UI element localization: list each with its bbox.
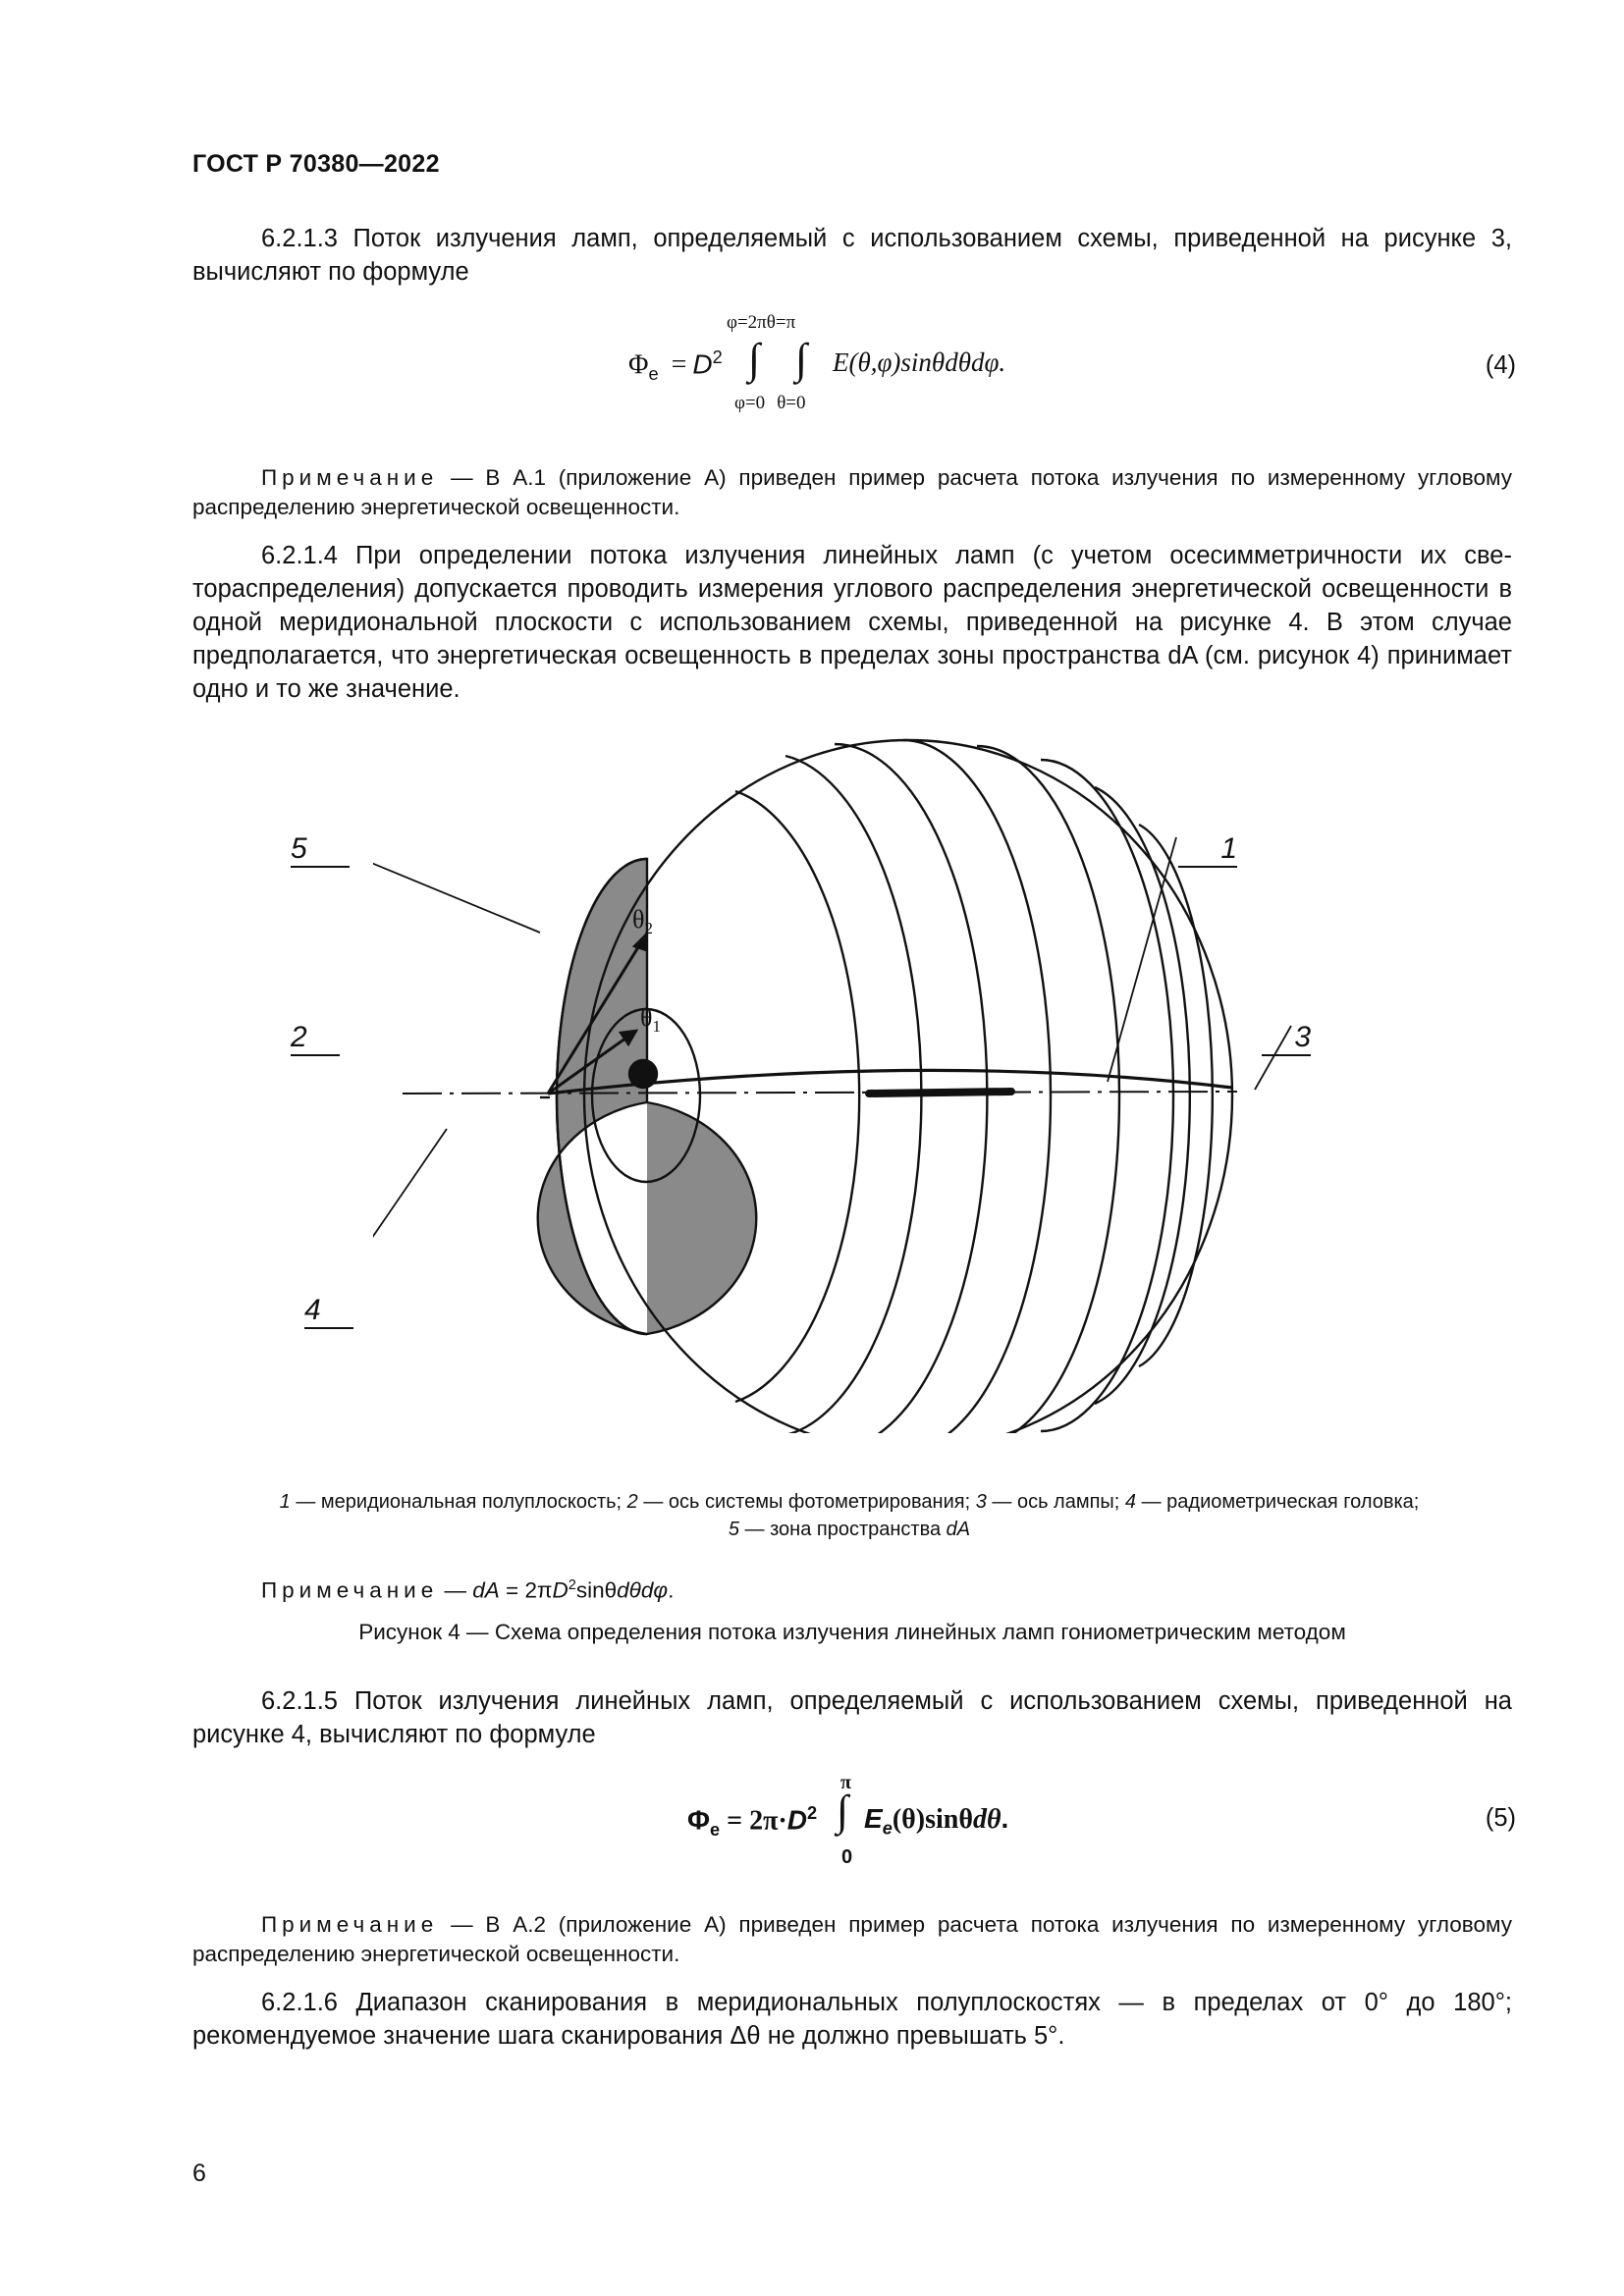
flux-subscript: e [709, 1819, 721, 1840]
legend-num-3: 3 [975, 1491, 987, 1513]
equation-4 [628, 312, 1080, 420]
note-end: . [668, 1577, 675, 1603]
theta2-label [632, 905, 653, 938]
integral-upper-theta: θ=π [766, 312, 796, 333]
note-dash: — [444, 1577, 473, 1603]
equation-number-4: (4) [1485, 351, 1516, 379]
legend-text-2: — ось системы фотометрирования; [637, 1491, 976, 1513]
sin-theta: sinθ [925, 1804, 973, 1835]
note-1 [192, 463, 1512, 522]
page-number: 6 [192, 2160, 206, 2187]
paragraph-6-2-1-6 [192, 1986, 1512, 2053]
paragraph-text: 6.2.1.4 При определении потока излучения линейных ламп (с учетом осесимметричности их светораспределения) допускается проводить измерения углового распределения энергетической освещенности в одной меридиональной плоскости с использованием схемы, приведенной на рисунке 4. В этом случае предполагается, что энергетическая освещенность в пределах зоны пространства dA (см. рисунок 4) принимает одно и то же значение. [192, 542, 1512, 703]
leader-1 [1108, 837, 1176, 1082]
figure-label-1: 1 [1178, 832, 1237, 868]
flux-symbol: Φ [628, 349, 649, 381]
d-theta: dθ [972, 1804, 1001, 1835]
paragraph-text: 6.2.1.5 Поток излучения линейных ламп, определяемый с использованием схемы, приведенной на рисунке 4, вычисляют по формуле [192, 1687, 1512, 1748]
note-text: — В А.1 (приложение А) приведен пример расчета потока излучения по измеренному угловому распределению энергетической освещенности. [192, 465, 1512, 519]
theta2-symbol: θ [632, 905, 645, 934]
photometry-axis [403, 1092, 1237, 1094]
theta2-subscript: 2 [644, 919, 653, 938]
note-D: D [552, 1577, 568, 1603]
integral-lower-phi: φ=0 [734, 393, 766, 413]
e-argument: (θ) [892, 1804, 926, 1835]
legend-num-5: 5 [728, 1519, 739, 1540]
paragraph-6-2-1-5 [192, 1684, 1512, 1751]
integral-upper: π [840, 1772, 851, 1793]
legend-num-4: 4 [1124, 1491, 1137, 1513]
paragraph-text: 6.2.1.6 Диапазон сканирования в меридиональных полуплоскостях — в пределах от 0° до 180°; рекомендуемое значение шага сканирования Δθ не должно превышать 5°. [192, 1989, 1512, 2050]
d-symbol: D [692, 348, 713, 380]
note-D-sup: 2 [568, 1577, 576, 1593]
legend-text-3: — ось лампы; [986, 1491, 1125, 1513]
figure-label-5: 5 [291, 832, 350, 868]
paragraph-6-2-1-3 [192, 222, 1512, 289]
note-2 [192, 1571, 1512, 1606]
integral-lower-theta: θ=0 [777, 393, 806, 413]
latitude-arc [1041, 760, 1173, 1431]
theta1-subscript: 1 [652, 1017, 661, 1037]
integral-lower: 0 [841, 1846, 853, 1868]
legend-text-1: — меридиональная полуплоскость; [290, 1491, 627, 1513]
document-code: ГОСТ Р 70380—2022 [192, 150, 440, 178]
latitude-arc [903, 740, 1051, 1433]
leader-5 [373, 839, 540, 933]
legend-num-1: 1 [279, 1491, 291, 1513]
integral-upper-phi: φ=2π [727, 312, 767, 333]
lamp-bar [869, 1092, 1011, 1094]
radiometric-head [629, 1060, 657, 1088]
eq-end: . [1001, 1803, 1009, 1834]
equation-number-5: (5) [1485, 1804, 1516, 1832]
latitude-arc [735, 791, 859, 1402]
note-dtheta: dθ [617, 1577, 641, 1603]
note-sin: sinθ [575, 1577, 618, 1603]
figure-4-sphere-diagram [373, 717, 1345, 1433]
note-eq: = 2π [499, 1577, 553, 1603]
note-label: Примечание [261, 1912, 439, 1937]
paragraph-text: 6.2.1.3 Поток излучения ламп, определяемый с использованием схемы, приведенной на рисунке 3, вычисляют по формуле [192, 225, 1512, 286]
leader-4 [373, 1129, 447, 1301]
d-superscript: 2 [712, 347, 723, 367]
integrand: E(θ,φ)sinθdθdφ. [833, 347, 1006, 377]
two-pi: = 2π· [720, 1805, 787, 1837]
legend-text-4: — радиометрическая головка; [1136, 1491, 1420, 1513]
d-symbol: D [786, 1804, 807, 1836]
note-dA: dA [472, 1577, 500, 1603]
equation-5 [687, 1772, 1100, 1870]
d-superscript: 2 [806, 1803, 818, 1823]
figure-label-2: 2 [291, 1021, 340, 1056]
note-label: Примечание [261, 465, 439, 490]
e-symbol: E [864, 1803, 883, 1834]
paragraph-6-2-1-4 [192, 539, 1512, 706]
note-text: — В А.2 (приложение А) приведен пример расчета потока излучения по измеренному угловому распределению энергетической освещенности. [192, 1912, 1512, 1966]
note-label: Примечание [261, 1577, 439, 1603]
theta1-symbol: θ [640, 1003, 653, 1032]
legend-num-2: 2 [626, 1491, 638, 1513]
note-3 [192, 1910, 1512, 1969]
flux-symbol: Φ [687, 1804, 710, 1836]
note-dphi: dφ [640, 1577, 669, 1603]
legend-text-5: — зона пространства [738, 1519, 947, 1540]
legend-text-5b: dA [946, 1519, 971, 1540]
figure-legend [226, 1488, 1473, 1543]
integral-sign-2: ∫ [795, 335, 808, 383]
figure-caption: Рисунок 4 — Схема определения потока излучения линейных ламп гониометрическим методом [358, 1620, 1346, 1644]
flux-subscript: e [648, 363, 659, 384]
equals-sign: = [671, 349, 687, 381]
integral-sign-1: ∫ [748, 335, 761, 383]
e-subscript: e [882, 1818, 893, 1839]
integral-sign: ∫ [837, 1787, 849, 1835]
theta1-label [640, 1003, 661, 1037]
figure-label-3: 3 [1262, 1021, 1311, 1056]
figure-label-4: 4 [304, 1294, 353, 1329]
